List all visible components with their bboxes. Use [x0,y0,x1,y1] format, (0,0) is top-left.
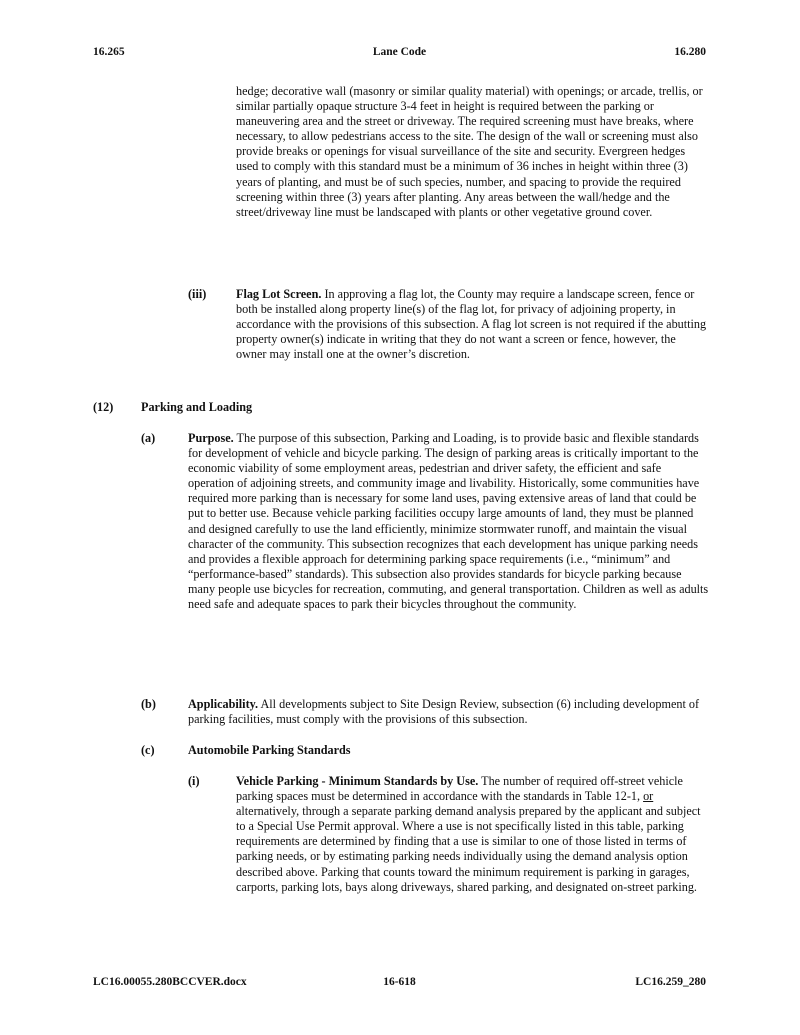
item-iii-text: In approving a flag lot, the County may require a landscape screen, fence or both be installed along property line(s) of the flag lot, for privacy of adjoining property, in accordance with the provisions of this subsection. A flag lot screen is not required if the abutting property owner(s) indicate in writing that they do not want a screen or fence, however, the owner may install one at the owner’s discretion. [236,287,707,362]
item-i-label: (i) [188,774,200,788]
item-a-label: (a) [141,431,156,445]
item-iii-label: (iii) [188,287,207,301]
item-i-text-after: alternatively, through a separate parking demand analysis prepared by the applicant and subject to a Special Use Permit approval. Where a use is not specifically listed in this table, parking requirements are determined by finding that a use is similar to one of those listed in terms of parking needs, or by estimating parking needs individually using the demand analysis option described above. Parking that counts toward the minimum requirement is parking in garages, carports, parking lots, bays along driveways, shared parking, and designated on-street parking. [236,804,701,894]
footer-filename: LC16.00055.280BCCVER.docx [93,976,247,988]
section-12-label: (12) [93,400,114,414]
section-12-title: Parking and Loading [141,400,253,414]
item-i-title: Vehicle Parking - Minimum Standards by Use. [236,774,479,788]
item-iii-title: Flag Lot Screen. [236,287,322,301]
header-title: Lane Code [372,46,427,58]
item-b-text: All developments subject to Site Design Review, subsection (6) including development of parking facilities, must comply with the provisions of this subsection. [188,697,700,727]
continuation-text: hedge; decorative wall (masonry or similar quality material) with openings; or arcade, trellis, or similar partially opaque structure 3-4 feet in height is required between the parking or maneuvering area and the street or driveway. The required screening must have breaks, where necessary, to allow pedestrians access to the site. The design of the wall or screening must also provide breaks or openings for visual surveillance of the site and security. Evergreen hedges used to comply with this standard must be a minimum of 36 inches in height within three (3) years of planting, and must be of such species, number, and spacing to provide the required screening within three (3) years after planting. Any areas between the wall/hedge and the street/driveway line must be landscaped with plants or other vegetative ground cover. [236,84,703,219]
item-c-title: Automobile Parking Standards [188,743,351,757]
item-iii-paragraph [236,287,709,362]
header-section-start: 16.265 [93,46,125,58]
item-a-title: Purpose. [188,431,234,445]
item-a-text: The purpose of this subsection, Parking and Loading, is to provide basic and flexible standards for development of vehicle and bicycle parking. The design of parking areas is critically important to the economic viability of some employment areas, pedestrian and driver safety, the efficient and safe operation of adjoining streets, and community image and livability. Historically, some communities have required more parking than is necessary for some land uses, paving extensive areas of land that could be put to better use. Because vehicle parking facilities occupy large amounts of land, they must be planned and designed carefully to use the land efficiently, minimize stormwater runoff, and maintain the visual character of the community. This subsection recognizes that each development has unique parking needs and provides a flexible approach for determining parking space requirements (i.e., “minimum” and “performance-based” standards). This subsection also provides standards for bicycle parking because many people use bicycles for recreation, commuting, and general transportation. Children as well as adults need safe and adequate spaces to park their bicycles throughout the community. [188,431,709,612]
item-b-paragraph [188,697,709,727]
item-a-paragraph [188,431,709,612]
footer-page-number: 16-618 [383,976,416,988]
item-b-title: Applicability. [188,697,259,711]
item-c-label: (c) [141,743,155,757]
item-i-text-before: The number of required off-street vehicle parking spaces must be determined in accordance with the standards in Table 12-1, [236,774,683,804]
footer-section-range: LC16.259_280 [635,976,706,988]
continuation-paragraph [236,84,709,220]
item-i-text-underlined: or [643,789,654,804]
header-section-end: 16.280 [674,46,706,58]
item-b-label: (b) [141,697,156,711]
item-i-paragraph [236,774,709,895]
